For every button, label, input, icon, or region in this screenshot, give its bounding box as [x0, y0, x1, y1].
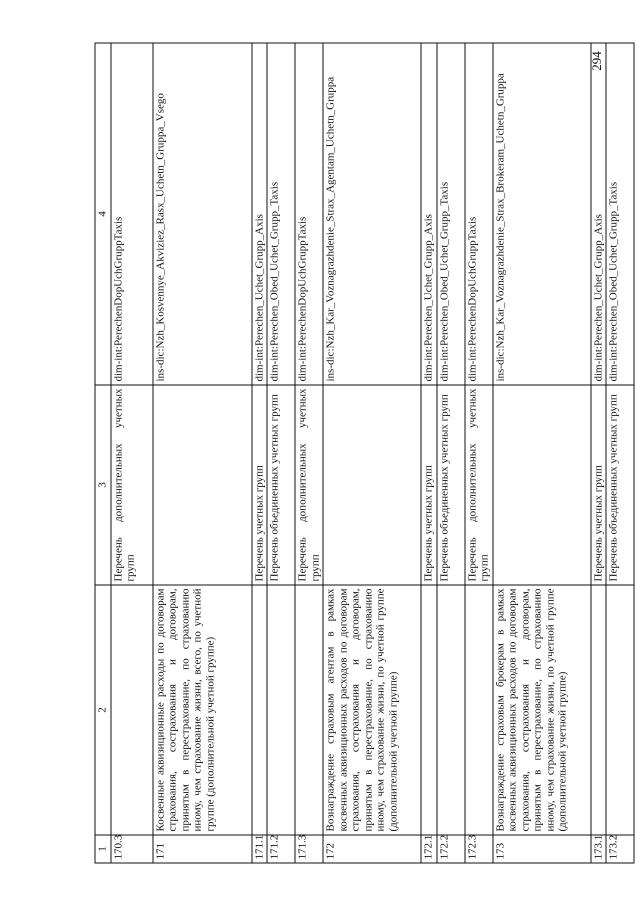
- row-description: Перечень учетных групп: [252, 385, 268, 585]
- header-col-4: 4: [95, 43, 111, 385]
- row-label: [591, 585, 607, 835]
- table-row: [267, 43, 295, 863]
- row-description: Перечень дополнительных учетных групп: [465, 385, 493, 585]
- row-label: [465, 585, 493, 835]
- table-row: [591, 43, 607, 863]
- row-number: 171: [153, 835, 252, 863]
- row-identifier: ins-dic:Nzh_Kar_Voznagrazhdenie_Strax_Agentam_Uchetn_Gruppa: [323, 43, 421, 385]
- header-col-3: 3: [95, 385, 111, 585]
- row-label: Вознаграждение страховым брокерам в рамках косвенных аквизиционных расходов по договорам страхования, сострахования и договорам, принятым в перестрахование, по страхованию иному, чем страхование жизни, по учетной группе (дополнительной учетной группе): [493, 585, 591, 835]
- row-number: 171.3: [295, 835, 323, 863]
- row-label: [421, 585, 437, 835]
- row-identifier: dim-int:PerechenDopUchGruppTaxis: [465, 43, 493, 385]
- row-identifier: dim-int:Perechen_Uchet_Grupp_Axis: [252, 43, 268, 385]
- row-identifier: ins-dic:Nzh_Kosvennye_Akviziez_Rasx_Uchetn_Gruppa_Vsego: [153, 43, 252, 385]
- header-col-1: 1: [95, 835, 111, 863]
- row-identifier: dim-int:PerechenDopUchGruppTaxis: [295, 43, 323, 385]
- row-label: [437, 585, 465, 835]
- row-label: [606, 585, 634, 835]
- row-description: Перечень дополнительных учетных групп: [111, 385, 153, 585]
- row-number: 170.3: [111, 835, 153, 863]
- row-description: [153, 385, 252, 585]
- table-row: [153, 43, 252, 863]
- row-number: 171.2: [267, 835, 295, 863]
- row-description: [493, 385, 591, 585]
- row-number: 173.1: [591, 835, 607, 863]
- row-description: Перечень объединенных учетных групп: [267, 385, 295, 585]
- row-identifier: dim-int:Perechen_Obed_Uchet_Grupp_Taxis: [267, 43, 295, 385]
- row-description: [323, 385, 421, 585]
- row-identifier: dim-int:Perechen_Obed_Uchet_Grupp_Taxis: [437, 43, 465, 385]
- row-number: 172.1: [421, 835, 437, 863]
- table-row: [437, 43, 465, 863]
- table-row: [295, 43, 323, 863]
- row-identifier: dim-int:PerechenDopUchGruppTaxis: [111, 43, 153, 385]
- page-number: 294: [589, 51, 604, 71]
- row-label: [111, 585, 153, 835]
- table-row: [252, 43, 268, 863]
- row-identifier: dim-int:Perechen_Obed_Uchet_Grupp_Taxis: [606, 43, 634, 385]
- row-label: Косвенные аквизиционные расходы по договорам страхования, сострахования и договорам, принятым в перестрахование, по страхованию иному, чем страхование жизни, всего, по учетной группе (дополнительной учетной группе): [153, 585, 252, 835]
- row-number: 172.2: [437, 835, 465, 863]
- row-description: Перечень объединенных учетных групп: [437, 385, 465, 585]
- row-number: 173: [493, 835, 591, 863]
- table-row: [323, 43, 421, 863]
- row-description: Перечень объединенных учетных групп: [606, 385, 634, 585]
- row-description: Перечень учетных групп: [591, 385, 607, 585]
- table-row: [421, 43, 437, 863]
- row-label: [252, 585, 268, 835]
- row-identifier: dim-int:Perechen_Uchet_Grupp_Axis: [591, 43, 607, 385]
- table-row: [465, 43, 493, 863]
- row-number: 171.1: [252, 835, 268, 863]
- row-description: Перечень учетных групп: [421, 385, 437, 585]
- header-col-2: 2: [95, 585, 111, 835]
- row-label: [295, 585, 323, 835]
- row-description: Перечень дополнительных учетных групп: [295, 385, 323, 585]
- row-identifier: ins-dic:Nzh_Kar_Voznagrazhdenie_Strax_Brokeram_Uchetn_Gruppa: [493, 43, 591, 385]
- row-identifier: dim-int:Perechen_Uchet_Grupp_Axis: [421, 43, 437, 385]
- row-number: 172.3: [465, 835, 493, 863]
- row-label: [267, 585, 295, 835]
- table-row: [111, 43, 153, 863]
- table-row: [493, 43, 591, 863]
- header-row: [95, 43, 111, 863]
- data-table: [95, 43, 635, 864]
- row-label: Вознаграждение страховым агентам в рамках косвенных аквизиционных расходов по договорам страхования, сострахования и договорам, принятым в перестрахование, по страхованию иному, чем страхование жизни, по учетной группе (дополнительной учетной группе): [323, 585, 421, 835]
- table-row: [606, 43, 634, 863]
- row-number: 173.2: [606, 835, 634, 863]
- row-number: 172: [323, 835, 421, 863]
